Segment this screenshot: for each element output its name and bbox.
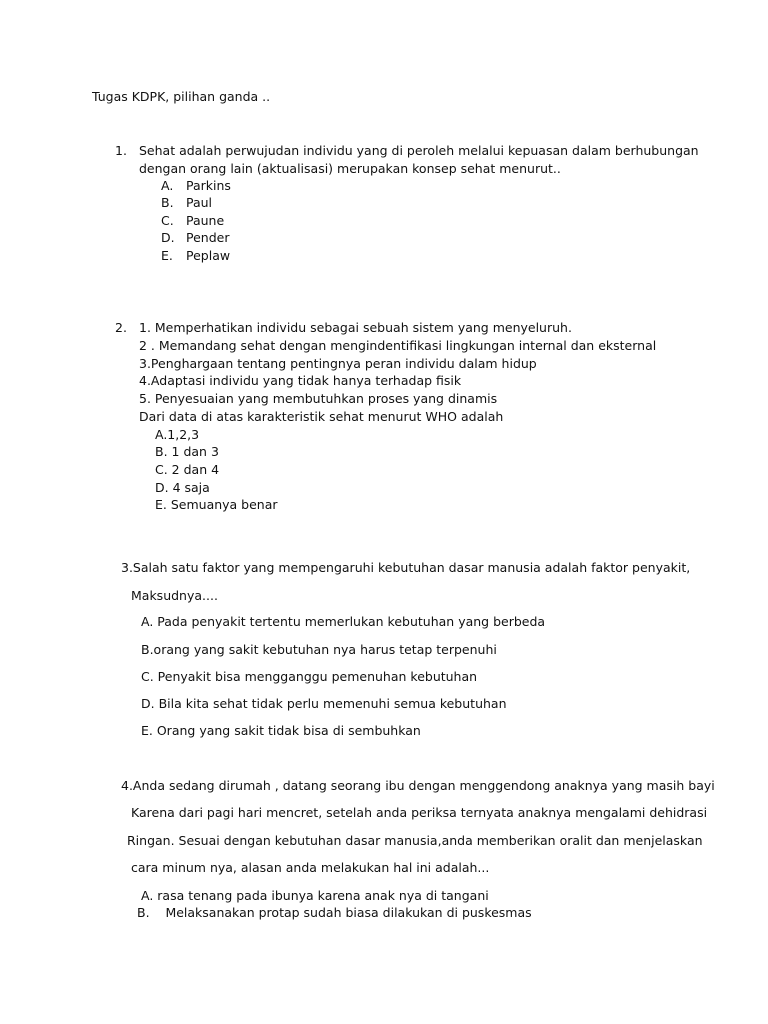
question-text-line: Sehat adalah perwujudan individu yang di peroleh melalui kepuasan dalam berhubungan — [139, 143, 699, 158]
option-a: Parkins — [186, 178, 231, 193]
question-number: 1. — [115, 143, 127, 158]
question-number: 2. — [115, 320, 127, 335]
option-letter: B. — [161, 195, 174, 210]
question-text-line: Ringan. Sesuai dengan kebutuhan dasar manusia,anda memberikan oralit dan menjelaskan — [127, 833, 703, 848]
question-text-line: Maksudnya.... — [131, 588, 218, 603]
question-text-line: 3.Salah satu faktor yang mempengaruhi kebutuhan dasar manusia adalah faktor penyakit, — [121, 560, 691, 575]
question-text-line: Karena dari pagi hari mencret, setelah anda periksa ternyata anaknya mengalami dehidrasi — [131, 805, 708, 820]
option-c: C. 2 dan 4 — [155, 462, 220, 477]
option-a: A. rasa tenang pada ibunya karena anak nya di tangani — [141, 888, 489, 903]
option-letter: D. — [161, 230, 175, 245]
option-letter: E. — [161, 248, 173, 263]
option-b: B.orang yang sakit kebutuhan nya harus tetap terpenuhi — [141, 642, 497, 657]
criteria-line-3: 3.Penghargaan tentang pentingnya peran individu dalam hidup — [139, 356, 537, 371]
option-d: Pender — [186, 230, 230, 245]
option-c: C. Penyakit bisa mengganggu pemenuhan kebutuhan — [141, 669, 478, 684]
option-letter: C. — [161, 213, 174, 228]
option-c: Paune — [186, 213, 225, 228]
criteria-line-1: 1. Memperhatikan individu sebagai sebuah sistem yang menyeluruh. — [139, 320, 572, 335]
option-e: E. Semuanya benar — [155, 497, 278, 512]
option-e: E. Orang yang sakit tidak bisa di sembuhkan — [141, 723, 421, 738]
option-d: D. 4 saja — [155, 480, 210, 495]
option-letter: A. — [161, 178, 174, 193]
question-text-line: dengan orang lain (aktualisasi) merupakan konsep sehat menurut.. — [139, 161, 561, 176]
criteria-line-2: 2 . Memandang sehat dengan mengindentifikasi lingkungan internal dan eksternal — [139, 338, 657, 353]
option-b: B. Melaksanakan protap sudah biasa dilakukan di puskesmas — [137, 905, 532, 920]
option-b: B. 1 dan 3 — [155, 444, 219, 459]
question-text-line: cara minum nya, alasan anda melakukan hal ini adalah... — [131, 860, 490, 875]
option-a: A.1,2,3 — [155, 427, 200, 442]
option-a: A. Pada penyakit tertentu memerlukan kebutuhan yang berbeda — [141, 614, 546, 629]
question-text-line: Dari data di atas karakteristik sehat menurut WHO adalah — [139, 409, 504, 424]
criteria-line-4: 4.Adaptasi individu yang tidak hanya terhadap fisik — [139, 373, 462, 388]
option-b: Paul — [186, 195, 213, 210]
document-title: Tugas KDPK, pilihan ganda .. — [92, 89, 271, 104]
option-d: D. Bila kita sehat tidak perlu memenuhi semua kebutuhan — [141, 696, 507, 711]
question-text-line: 4.Anda sedang dirumah , datang seorang ibu dengan menggendong anaknya yang masih bayi — [121, 778, 715, 793]
criteria-line-5: 5. Penyesuaian yang membutuhkan proses yang dinamis — [139, 391, 498, 406]
option-e: Peplaw — [186, 248, 231, 263]
